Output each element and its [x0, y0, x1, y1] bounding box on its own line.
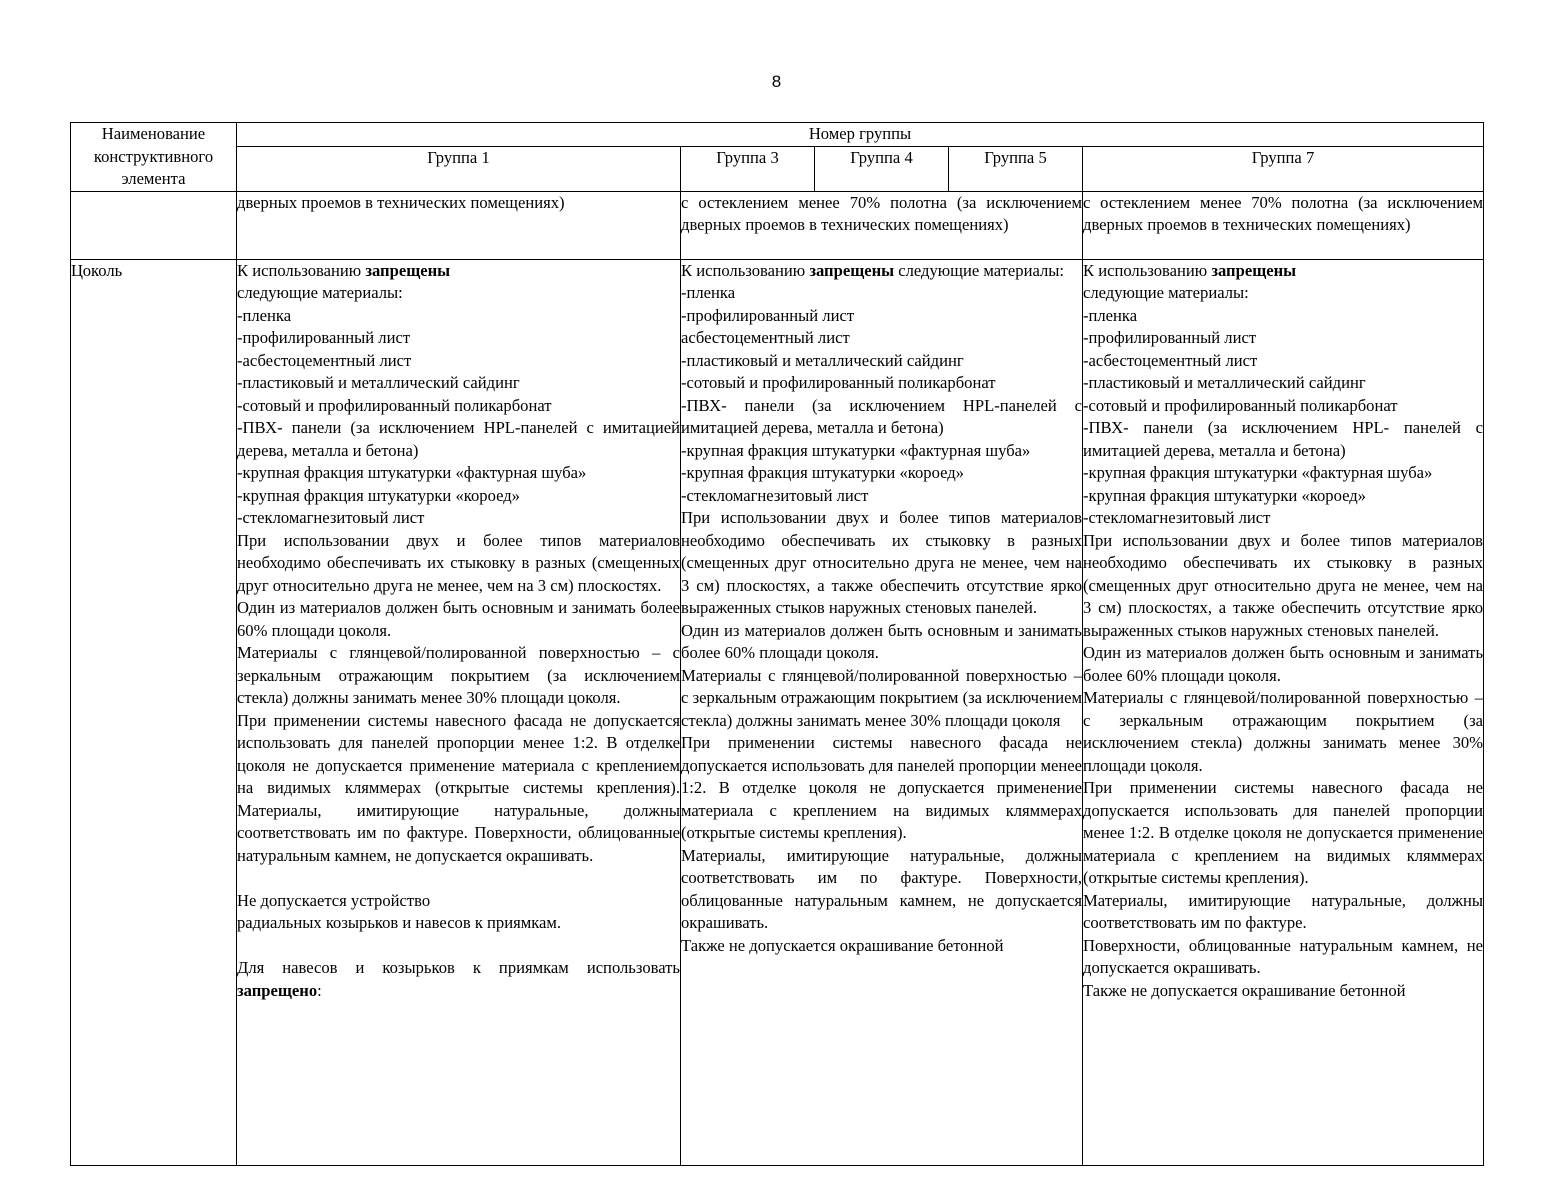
- cell-text-line: -пластиковый и металлический сайдинг: [681, 350, 964, 370]
- cell-text-line: с остеклением менее 70% полотна (за исключением дверных проемов в технических помещениях): [681, 192, 1082, 234]
- cell-text-line: асбестоцементный лист: [681, 328, 850, 347]
- cell-text-line: Также не допускается окрашивание бетонной: [1083, 980, 1406, 1000]
- cell-text-line: Один из материалов должен быть основным и занимать более 60% площади цоколя.: [1083, 643, 1484, 685]
- intro-group-3-5: К использованию запрещены следующие материалы:: [681, 260, 1065, 280]
- cell-text-line: Один из материалов должен быть основным и занимать более 60% площади цоколя.: [681, 620, 1082, 662]
- cell-text-line: -сотовый и профилированный поликарбонат: [237, 395, 552, 415]
- cell-text-line: Поверхности, облицованные натуральным камнем, не допускается окрашивать.: [1083, 935, 1484, 977]
- group-number-header: Номер группы: [237, 123, 1484, 147]
- header-row-2: [71, 146, 1484, 191]
- group-1-header: Группа 1: [237, 146, 681, 191]
- tsokol-group-1: [237, 259, 681, 1165]
- cell-text-line: -профилированный лист: [237, 328, 411, 347]
- cell-text-line: -стекломагнезитовый лист: [237, 508, 425, 527]
- cell-text-line: дверных проемов в технических помещениях): [237, 192, 565, 212]
- canopy-note-group-1: Для навесов и козырьков к приямкам использовать запрещено:: [237, 958, 680, 1000]
- tsokol-row: [71, 259, 1484, 1165]
- cell-text-line: -пленка: [681, 283, 736, 302]
- tsokol-name-cell: [71, 259, 237, 1165]
- cell-text-line: -сотовый и профилированный поликарбонат: [681, 373, 996, 392]
- cell-text-line: При использовании двух и более типов материалов необходимо обеспечивать их стыковку в разных (смещенных друг относительно друга не менее, чем на 3 см) плоскостях, а также обеспечить отсутствие ярко выраженных стыков наружных стеновых панелей.: [681, 508, 1082, 617]
- tsokol-group-7: [1083, 259, 1484, 1165]
- cell-text-line: -стекломагнезитовый лист: [1083, 508, 1271, 527]
- cell-text-line: Материалы, имитирующие натуральные, должны соответствовать им по фактуре.: [1083, 890, 1484, 932]
- continuation-group-3-5: [681, 191, 1083, 259]
- cell-text-line: -ПВХ- панели (за исключением HPL- панелей с имитацией дерева, металла и бетона): [1083, 418, 1484, 460]
- cell-text-line: -крупная фракция штукатурки «фактурная шуба»: [681, 440, 1031, 460]
- continuation-row: [71, 191, 1484, 259]
- cell-text-line: -асбестоцементный лист: [237, 350, 412, 370]
- cell-text-line: Один из материалов должен быть основным и занимать более 60% площади цоколя.: [237, 598, 680, 640]
- header-row-1: [71, 123, 1484, 147]
- intro-group-7: К использованию запрещены: [1083, 260, 1297, 280]
- cell-text-line: [237, 935, 680, 958]
- cell-text-line: -ПВХ- панели (за исключением HPL-панелей с имитацией дерева, металла и бетона): [681, 395, 1082, 437]
- cell-text-line: Материалы с глянцевой/полированной поверхностью – с зеркальным отражающим покрытием (за исключением стекла) должны занимать менее 30% площади цоколя.: [1083, 688, 1484, 775]
- tsokol-name: Цоколь: [71, 260, 123, 280]
- cell-text-line: -профилированный лист: [681, 305, 855, 325]
- cell-text-line: Материалы с глянцевой/полированной поверхностью – с зеркальным отражающим покрытием (за исключением стекла) должны занимать менее 30% площади цоколя: [681, 665, 1082, 730]
- group-4-header: Группа 4: [815, 146, 949, 191]
- requirements-table: [70, 122, 1484, 1166]
- cell-text-line: -крупная фракция штукатурки «короед»: [681, 463, 964, 482]
- cell-text-line: При применении системы навесного фасада не допускается использовать для панелей пропорции менее 1:2. В отделке цоколя не допускается применение материала с креплением на видимых кляммерах (открытые системы крепления).: [681, 733, 1082, 842]
- tsokol-group-3-5: [681, 259, 1083, 1165]
- cell-text-line: радиальных козырьков и навесов к приямкам.: [237, 913, 562, 932]
- cell-text-line: -стекломагнезитовый лист: [681, 485, 869, 505]
- cell-text-line: Не допускается устройство: [237, 890, 431, 910]
- cell-text-line: следующие материалы:: [237, 283, 403, 302]
- cell-text-line: -крупная фракция штукатурки «фактурная шуба»: [237, 463, 587, 482]
- continuation-name-cell: [71, 191, 237, 259]
- page-number: 8: [771, 72, 782, 91]
- cell-text-line: -ПВХ- панели (за исключением HPL-панелей с имитацией дерева, металла и бетона): [237, 418, 680, 460]
- cell-text-line: следующие материалы:: [1083, 283, 1249, 302]
- group-7-header: Группа 7: [1083, 146, 1484, 191]
- intro-group-1: К использованию запрещены: [237, 260, 451, 280]
- cell-text-line: -сотовый и профилированный поликарбонат: [1083, 395, 1398, 415]
- cell-text-line: -пленка: [1083, 305, 1138, 325]
- cell-text-line: Материалы, имитирующие натуральные, должны соответствовать им по фактуре. Поверхности, облицованные натуральным камнем, не допускается окрашивать.: [681, 845, 1082, 932]
- cell-text-line: -крупная фракция штукатурки «короед»: [237, 485, 520, 505]
- cell-text-line: с остеклением менее 70% полотна (за исключением дверных проемов в технических помещениях): [1083, 192, 1484, 234]
- cell-text-line: При применении системы навесного фасада не допускается использовать для панелей пропорции менее 1:2. В отделке цоколя не допускается применение материала с креплением на видимых кляммерах (открытые системы крепления). Материалы, имитирующие натуральные, должны соответствовать им по фактуре. Поверхности, облицованные натуральным камнем, не допускается окрашивать.: [237, 710, 680, 865]
- cell-text-line: -асбестоцементный лист: [1083, 350, 1258, 370]
- cell-text-line: Также не допускается окрашивание бетонной: [681, 935, 1004, 955]
- cell-text-line: При использовании двух и более типов материалов необходимо обеспечивать их стыковку в разных (смещенных друг относительно друга не менее, чем на 3 см) плоскостях, а также обеспечить отсутствие ярко выраженных стыков наружных стеновых панелей.: [1083, 530, 1484, 640]
- cell-text-line: -крупная фракция штукатурки «фактурная шуба»: [1083, 463, 1433, 482]
- cell-text-line: -пленка: [237, 305, 292, 325]
- cell-text-line: -профилированный лист: [1083, 328, 1257, 347]
- group-3-header: Группа 3: [681, 146, 815, 191]
- cell-text-line: Материалы с глянцевой/полированной поверхностью – с зеркальным отражающим покрытием (за исключением стекла) должны занимать менее 30% площади цоколя.: [237, 643, 680, 707]
- cell-text-line: -пластиковый и металлический сайдинг: [237, 373, 520, 392]
- cell-text-line: -пластиковый и металлический сайдинг: [1083, 373, 1366, 392]
- cell-text-line: [237, 867, 680, 890]
- cell-text-line: При использовании двух и более типов материалов необходимо обеспечивать их стыковку в разных (смещенных друг относительно друга не менее, чем на 3 см) плоскостях.: [237, 530, 680, 595]
- element-column-header: Наименование конструктивного элемента: [71, 123, 237, 192]
- continuation-group-7: [1083, 191, 1484, 259]
- cell-text-line: -крупная фракция штукатурки «короед»: [1083, 485, 1366, 505]
- continuation-group-1: [237, 191, 681, 259]
- cell-text-line: При применении системы навесного фасада не допускается использовать для панелей пропорции менее 1:2. В отделке цоколя не допускается применение материала с креплением на видимых кляммерах (открытые системы крепления).: [1083, 778, 1484, 887]
- group-5-header: Группа 5: [949, 146, 1083, 191]
